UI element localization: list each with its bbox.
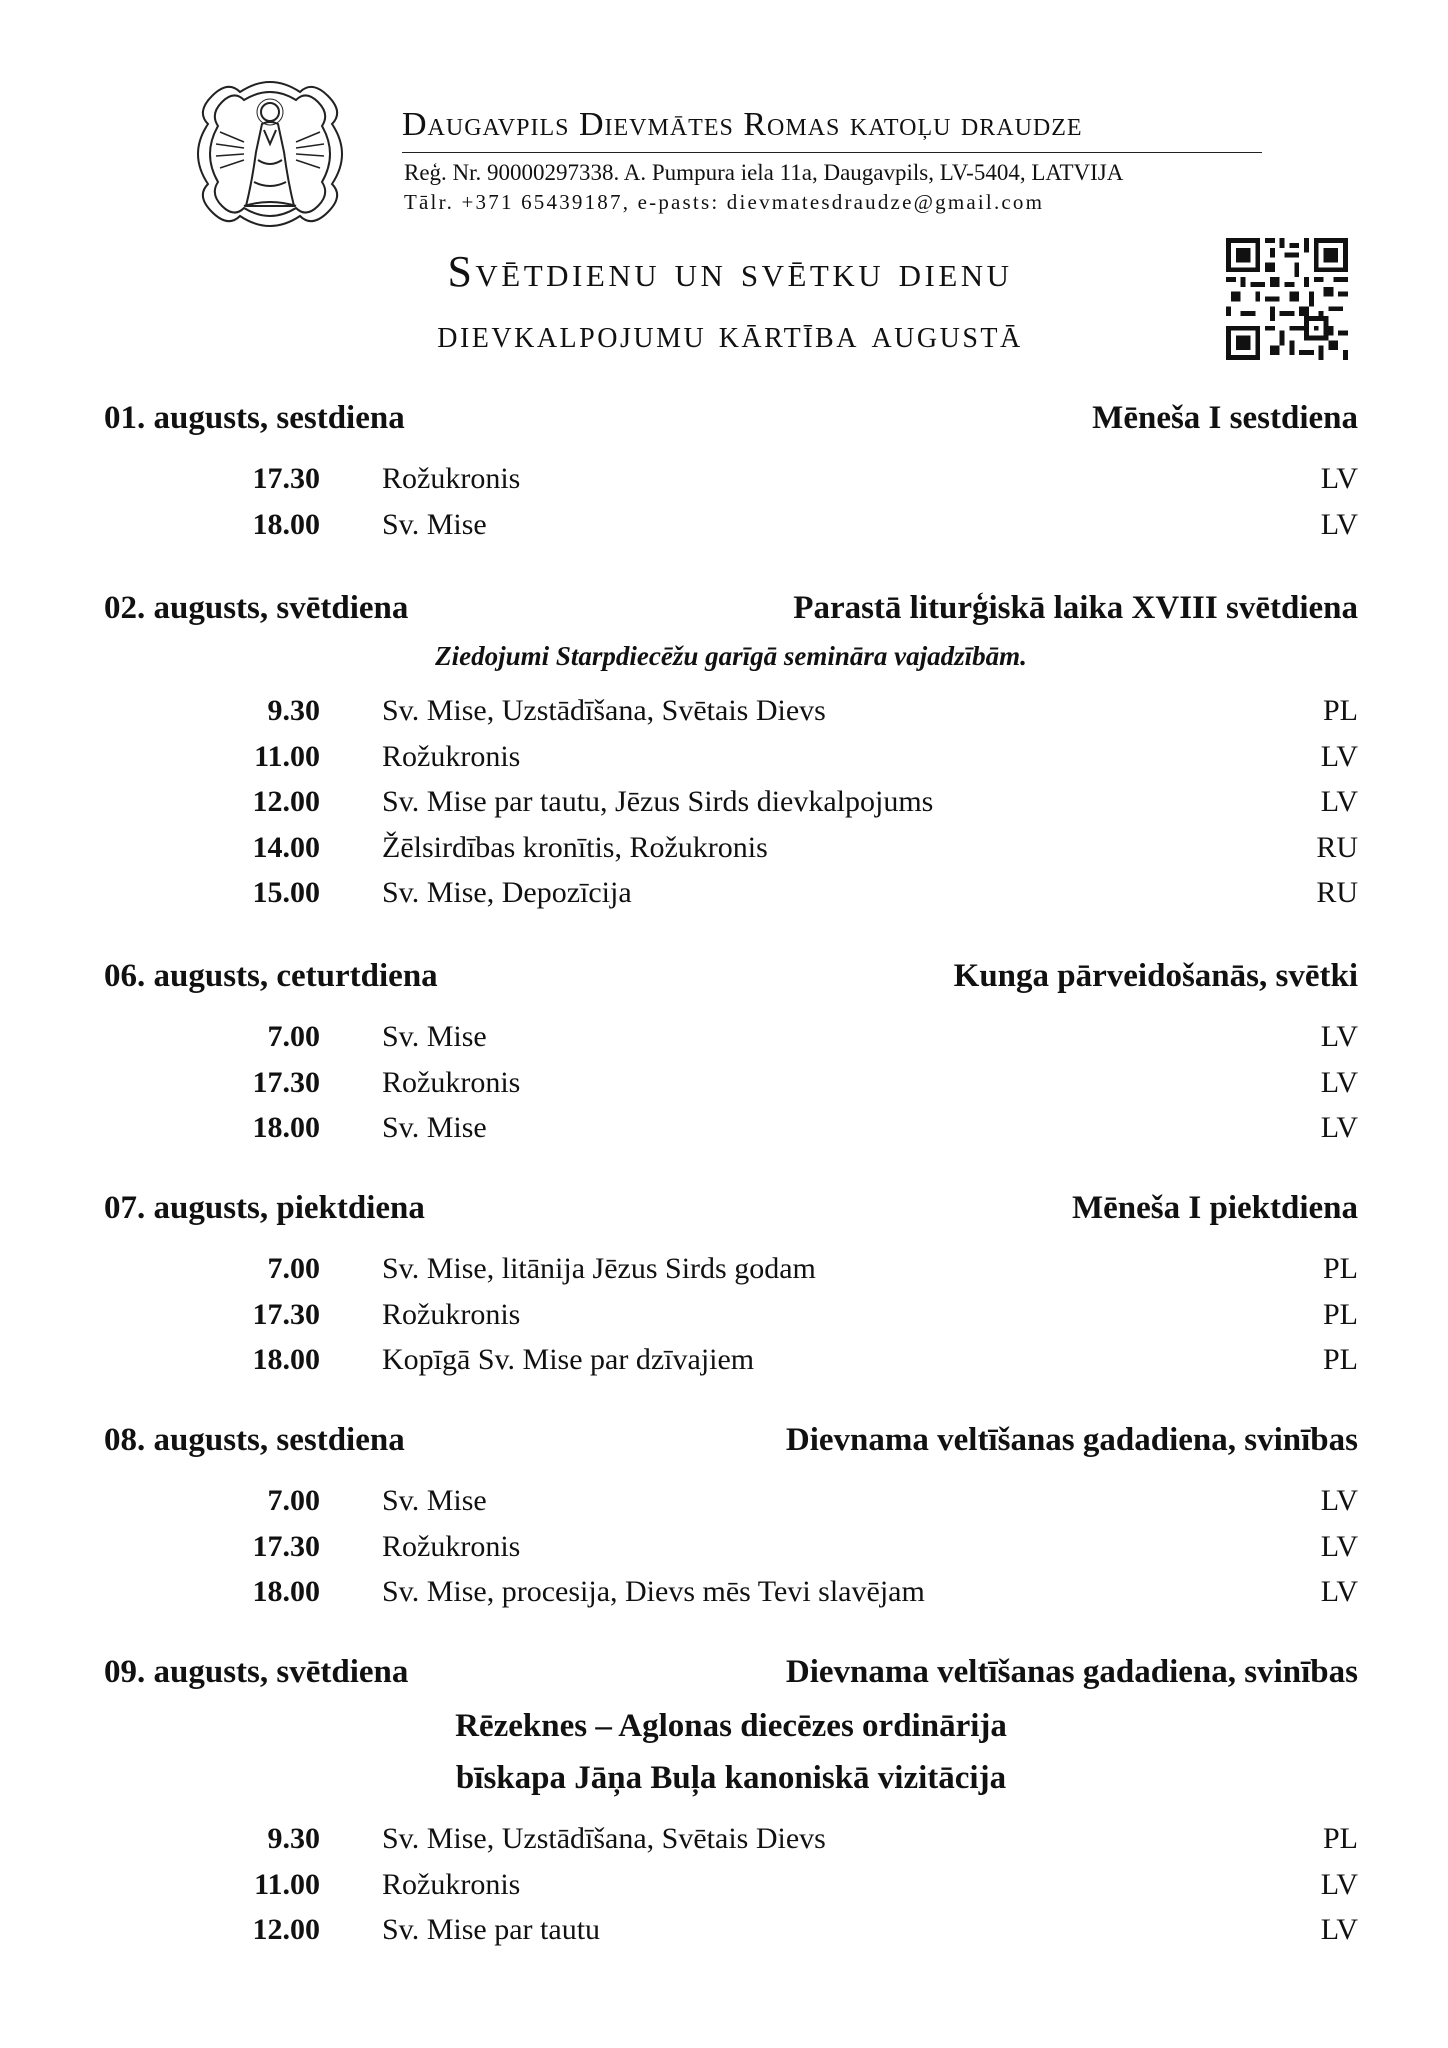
service-language: LV [1320, 785, 1358, 818]
service-row [104, 1111, 1358, 1157]
service-description: Sv. Mise, Uzstādīšana, Svētais Dievs [382, 694, 826, 727]
day-block [104, 590, 1358, 922]
service-language: LV [1320, 739, 1358, 773]
service-language: LV [1320, 1575, 1358, 1608]
service-description: Sv. Mise [382, 1020, 487, 1053]
service-language: LV [1320, 462, 1358, 495]
service-language: LV [1320, 1020, 1358, 1053]
service-time: 12.00 [252, 785, 320, 818]
service-row [104, 1530, 1358, 1576]
day-block [104, 1654, 1358, 1959]
service-row [104, 1343, 1358, 1389]
page-title-line-1: Svētdienu un svētku dienu [447, 247, 1013, 296]
service-time: 11.00 [254, 739, 320, 773]
service-language: PL [1322, 1297, 1358, 1331]
service-row [104, 831, 1358, 877]
service-time: 11.00 [254, 1867, 320, 1901]
service-time: 9.30 [267, 1822, 320, 1855]
day-block [104, 1422, 1358, 1621]
service-description: Sv. Mise, Uzstādīšana, Svētais Dievs [382, 1822, 826, 1855]
service-description: Rožukronis [382, 1529, 521, 1563]
service-row [104, 1066, 1358, 1112]
day-notes [104, 636, 1358, 676]
day-header [104, 590, 1358, 634]
service-description: Rožukronis [382, 739, 521, 773]
service-row [104, 462, 1358, 508]
day-date: 01. augusts, sestdiena [104, 400, 405, 436]
day-feast: Mēneša I piektdiena [1071, 1190, 1358, 1226]
day-feast: Dievnama veltīšanas gadadiena, svinības [785, 1422, 1358, 1458]
service-list [104, 1020, 1358, 1157]
service-time: 17.30 [252, 1065, 320, 1099]
service-language: LV [1320, 507, 1358, 541]
day-notes [104, 1700, 1358, 1804]
service-time: 12.00 [252, 1913, 320, 1946]
service-row [104, 785, 1358, 831]
service-language: PL [1322, 1822, 1358, 1855]
page-title-line-2: dievkalpojumu kārtība augustā [437, 311, 1023, 356]
service-list [104, 1822, 1358, 1959]
service-time: 18.00 [252, 1575, 320, 1608]
service-description: Sv. Mise [382, 507, 487, 541]
registration-address-line: Reģ. Nr. 90000297338. A. Pumpura iela 11a, Daugavpils, LV-5404, LATVIJA [404, 160, 1124, 185]
service-description: Sv. Mise, litānija Jēzus Sirds godam [382, 1252, 816, 1285]
service-description: Rožukronis [382, 462, 521, 495]
service-language: LV [1320, 1065, 1358, 1099]
service-row [104, 1484, 1358, 1530]
service-language: LV [1320, 1484, 1358, 1517]
day-header [104, 958, 1358, 1002]
service-description: Sv. Mise, Depozīcija [382, 876, 632, 909]
day-date: 02. augusts, svētdiena [104, 590, 409, 626]
service-description: Rožukronis [382, 1297, 521, 1331]
service-description: Sv. Mise [382, 1111, 487, 1144]
service-list [104, 1252, 1358, 1389]
service-description: Rožukronis [382, 1065, 521, 1099]
day-header [104, 1654, 1358, 1698]
service-time: 17.30 [252, 1529, 320, 1563]
service-description: Sv. Mise par tautu, Jēzus Sirds dievkalpojums [382, 785, 934, 818]
service-language: RU [1316, 830, 1358, 864]
service-row [104, 1822, 1358, 1868]
service-description: Sv. Mise par tautu [382, 1913, 601, 1946]
service-description: Kopīgā Sv. Mise par dzīvajiem [382, 1343, 755, 1376]
day-feast: Mēneša I sestdiena [1092, 400, 1358, 436]
contact-line: Tālr. +371 65439187, e-pasts: dievmatesdraudze@gmail.com [404, 190, 1045, 214]
qr-code [1226, 238, 1348, 360]
day-note: Rēzeknes – Aglonas diecēzes ordinārija [455, 1708, 1007, 1744]
service-description: Žēlsirdības kronītis, Rožukronis [382, 830, 768, 864]
service-row [104, 1868, 1358, 1914]
service-time: 17.30 [252, 462, 320, 495]
service-language: PL [1322, 1252, 1358, 1285]
service-time: 7.00 [267, 1484, 320, 1517]
day-block [104, 1190, 1358, 1389]
day-date: 09. augusts, svētdiena [104, 1654, 409, 1690]
service-description: Rožukronis [382, 1867, 521, 1901]
service-time: 7.00 [267, 1252, 320, 1285]
service-row [104, 694, 1358, 740]
service-row [104, 876, 1358, 922]
service-list [104, 694, 1358, 922]
day-feast: Dievnama veltīšanas gadadiena, svinības [785, 1654, 1358, 1690]
day-header [104, 1422, 1358, 1466]
service-row [104, 1913, 1358, 1959]
day-block [104, 958, 1358, 1157]
service-language: LV [1320, 1867, 1358, 1901]
parish-name: Daugavpils Dievmātes Romas katoļu draudze [402, 106, 1083, 143]
day-header [104, 1190, 1358, 1234]
parish-logo [188, 72, 352, 236]
service-row [104, 740, 1358, 786]
day-date: 06. augusts, ceturtdiena [104, 958, 438, 994]
service-list [104, 1484, 1358, 1621]
day-date: 08. augusts, sestdiena [104, 1422, 405, 1458]
service-time: 18.00 [252, 1111, 320, 1144]
service-time: 18.00 [252, 1343, 320, 1376]
day-note: Ziedojumi Starpdiecēžu garīgā semināra vajadzībām. [435, 641, 1027, 671]
service-row [104, 1575, 1358, 1621]
service-row [104, 1020, 1358, 1066]
service-time: 9.30 [267, 694, 320, 727]
service-language: LV [1320, 1913, 1358, 1946]
day-header [104, 400, 1358, 444]
service-time: 14.00 [252, 830, 320, 864]
service-language: PL [1322, 694, 1358, 727]
service-time: 18.00 [252, 507, 320, 541]
day-date: 07. augusts, piektdiena [104, 1190, 425, 1226]
day-feast: Kunga pārveidošanās, svētki [953, 958, 1358, 994]
service-time: 17.30 [252, 1297, 320, 1331]
service-description: Sv. Mise [382, 1484, 487, 1517]
service-time: 7.00 [267, 1020, 320, 1053]
service-row [104, 508, 1358, 554]
service-row [104, 1252, 1358, 1298]
service-time: 15.00 [252, 876, 320, 909]
service-list [104, 462, 1358, 553]
day-feast: Parastā liturģiskā laika XVIII svētdiena [793, 590, 1358, 626]
service-language: LV [1320, 1529, 1358, 1563]
service-language: LV [1320, 1111, 1358, 1144]
day-block [104, 400, 1358, 553]
day-note: bīskapa Jāņa Buļa kanoniskā vizitācija [455, 1760, 1007, 1796]
header-divider [402, 152, 1262, 153]
service-row [104, 1298, 1358, 1344]
service-language: RU [1316, 876, 1358, 909]
service-language: PL [1322, 1343, 1358, 1376]
service-description: Sv. Mise, procesija, Dievs mēs Tevi slavējam [382, 1575, 925, 1608]
